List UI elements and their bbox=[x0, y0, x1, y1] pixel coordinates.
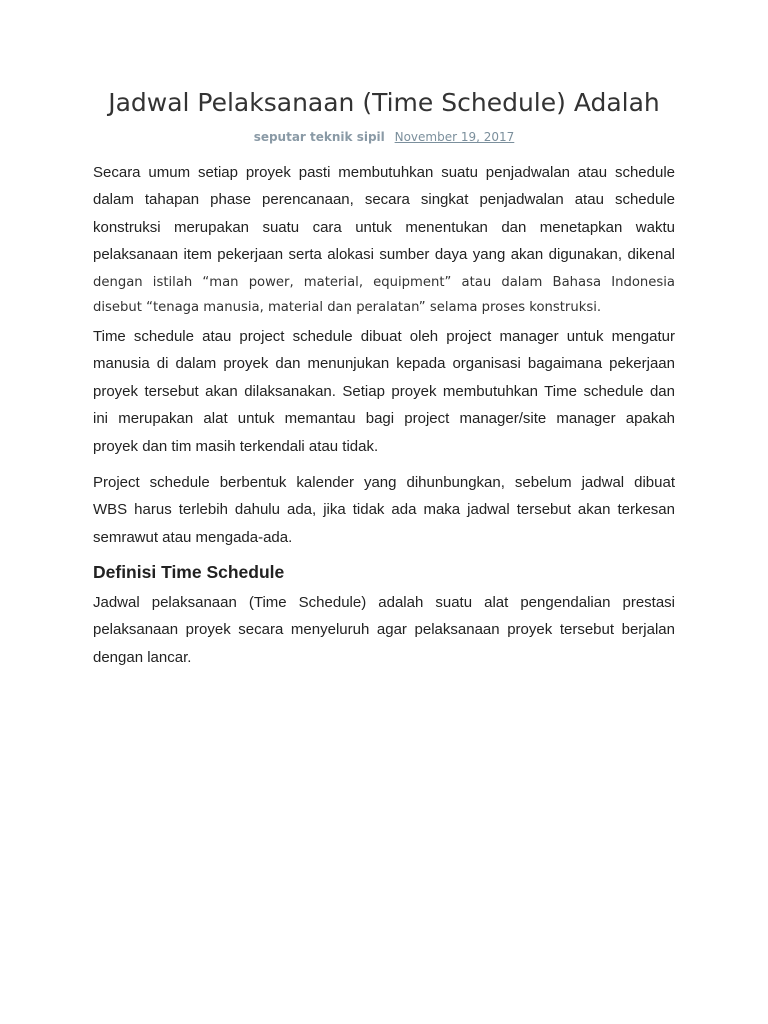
paragraph-project-schedule bbox=[93, 469, 675, 551]
text-line: ini merupakan alat untuk memantau bagi project manager/site manager apakah bbox=[93, 410, 675, 428]
text-line: Project schedule berbentuk kalender yang dihunbungkan, sebelum jadwal dibuat bbox=[93, 474, 675, 491]
text-line: proyek dan tim masih terkendali atau tidak. bbox=[93, 437, 379, 455]
paragraph-time-schedule bbox=[93, 323, 675, 460]
date-link[interactable]: November 19, 2017 bbox=[394, 130, 515, 144]
text-line: WBS harus terlebih dahulu ada, jika tidak ada maka jadwal tersebut akan terkesan bbox=[93, 501, 675, 519]
text-line: semrawut atau mengada-ada. bbox=[93, 528, 293, 546]
text-line: dalam tahapan phase perencanaan, secara singkat penjadwalan atau schedule bbox=[93, 191, 675, 209]
paragraph-definition bbox=[93, 589, 675, 671]
text-line: pelaksanaan proyek secara menyeluruh agar pelaksanaan proyek tersebut berjalan bbox=[93, 621, 675, 639]
text-line: Jadwal pelaksanaan (Time Schedule) adalah suatu alat pengendalian prestasi bbox=[93, 594, 675, 611]
text-line: konstruksi merupakan suatu cara untuk menentukan dan menetapkan waktu bbox=[93, 218, 675, 236]
text-line: Time schedule atau project schedule dibuat oleh project manager untuk mengatur bbox=[93, 328, 675, 345]
article-title: Jadwal Pelaksanaan (Time Schedule) Adalah bbox=[108, 88, 660, 117]
text-line: dengan lancar. bbox=[93, 648, 192, 666]
text-line: dengan istilah “man power, material, equipment” atau dalam Bahasa Indonesia bbox=[93, 274, 675, 290]
article-meta bbox=[93, 130, 675, 144]
author-link[interactable]: seputar teknik sipil bbox=[253, 130, 385, 144]
text-line: pelaksanaan item pekerjaan serta alokasi sumber daya yang akan digunakan, dikenal bbox=[93, 246, 675, 264]
text-line: proyek tersebut akan dilaksanakan. Setiap proyek membutuhkan Time schedule dan bbox=[93, 382, 675, 400]
text-line: disebut “tenaga manusia, material dan peralatan” selama proses konstruksi. bbox=[93, 300, 602, 316]
paragraph-intro bbox=[93, 159, 675, 320]
text-line: Secara umum setiap proyek pasti membutuhkan suatu penjadwalan atau schedule bbox=[93, 164, 675, 181]
section-heading: Definisi Time Schedule bbox=[93, 562, 285, 582]
text-line: manusia di dalam proyek dan menunjukan kepada organisasi bagaimana pekerjaan bbox=[93, 355, 675, 373]
